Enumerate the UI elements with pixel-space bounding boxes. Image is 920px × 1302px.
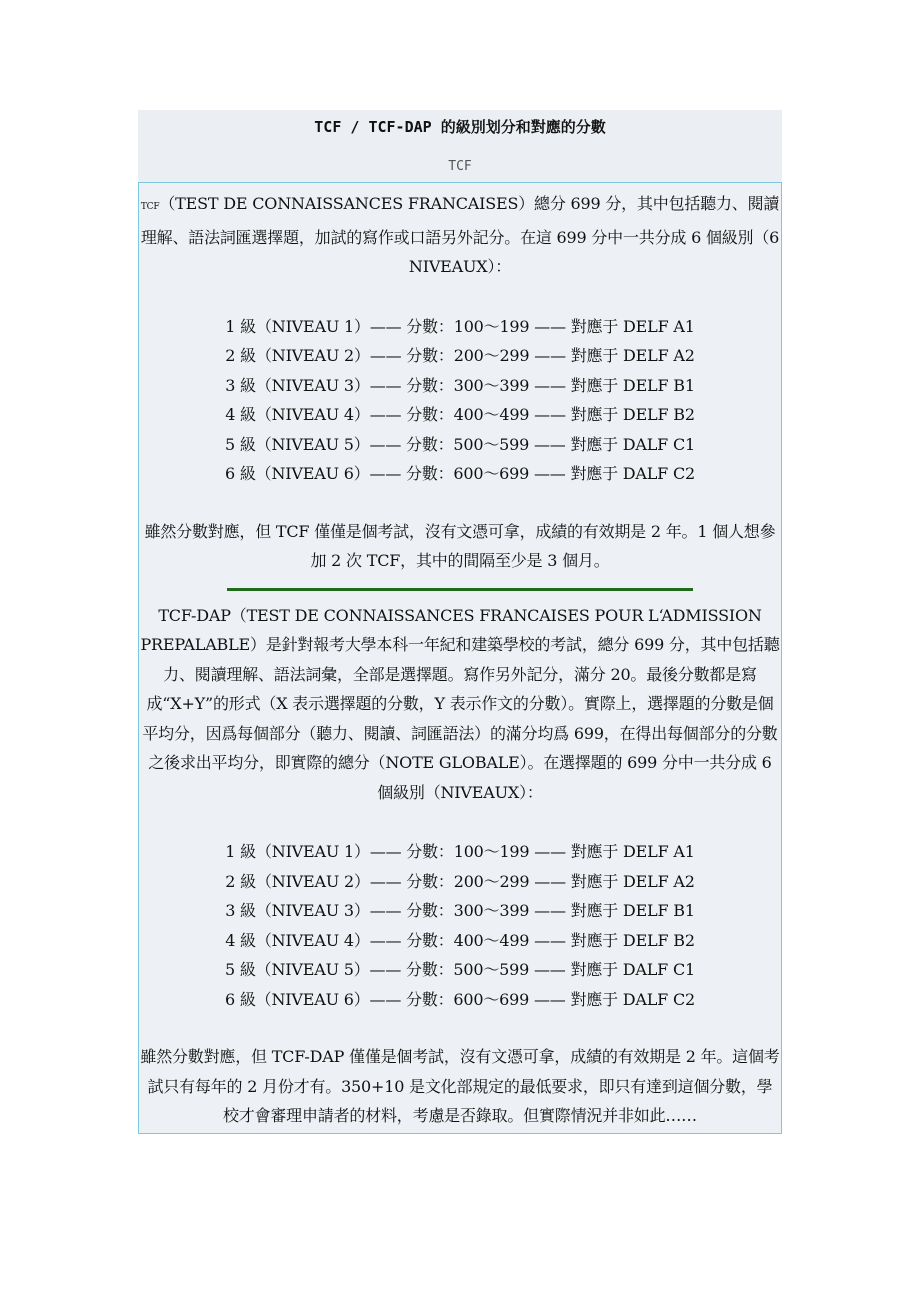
dap-intro: TCF-DAP（TEST DE CONNAISSANCES FRANCAISES POUR L‘ADMISSION PREPALABLE）是針對報考大學本科一年紀和建築學校的考試，總分 699 分，其中包括聽力、閱讀理解、語法詞彙，全部是選擇題。寫作另外記分，滿分 20。最後分數都是寫成“X+Y”的形式（X 表示選擇題的分數，Y 表示作文的分數）。實際上，選擇題的分數是個平均分，因爲每個部分（聽力、閱讀、詞匯語法）的滿分均爲 699，在得出每個部分的分數之後求出平均分，即實際的總分（NOTE GLOBALE）。在選擇題的 699 分中一共分成 6 個級別（NIVEAUX）： [140,605,780,802]
section-divider [227,588,693,591]
tcf-level-6: 6 級（NIVEAU 6）—— 分數：600～699 —— 對應于 DALF C2 [225,464,695,483]
spacer [139,1014,781,1042]
dap-level-2: 2 級（NIVEAU 2）—— 分數：200～299 —— 對應于 DELF A2 [225,871,695,891]
dap-level-4: 4 級（NIVEAU 4）—— 分數：400～499 —— 對應于 DELF B2 [225,930,695,950]
dap-level-3: 3 級（NIVEAU 3）—— 分數：300～399 —— 對應于 DELF B1 [225,901,695,920]
tcf-level-1: 1 級（NIVEAU 1）—— 分數：100～199 —— 對應于 DELF A1 [225,316,695,336]
page-title: TCF / TCF-DAP 的級別划分和對應的分數 [314,118,606,136]
dap-level-list [139,837,781,1014]
spacer [139,489,781,517]
tcf-level-4: 4 級（NIVEAU 4）—— 分數：400～499 —— 對應于 DELF B2 [225,405,695,424]
section-subtitle: TCF [448,159,472,174]
tcf-intro [139,189,781,282]
tcf-note: 雖然分數對應，但 TCF 僅僅是個考試，沒有文憑可拿，成績的有效期是 2 年。1 個人想參加 2 次 TCF，其中的間隔至少是 3 個月。 [144,521,776,570]
tcf-level-3: 3 級（NIVEAU 3）—— 分數：300～399 —— 對應于 DELF B1 [225,375,695,395]
header-block [138,110,782,182]
spacer [139,807,781,837]
tcf-intro-text: （TEST DE CONNAISSANCES FRANCAISES）總分 699 分，其中包括聽力、閱讀理解、語法詞匯選擇題，加試的寫作或口語另外記分。在這 699 分中一共分成 6 個級別（6 NIVEAUX）： [140,194,780,276]
tcf-level-list [139,312,781,489]
dap-note: 雖然分數對應，但 TCF-DAP 僅僅是個考試，沒有文憑可拿，成績的有效期是 2 年。這個考試只有每年的 2 月份才有。350+10 是文化部規定的最低要求，即只有達到這個分數，學校才會審理申請者的材料，考慮是否錄取。但實際情況并非如此…… [140,1047,780,1125]
spacer [139,282,781,312]
tcf-intro-prefix: TCF [140,202,160,212]
tcf-level-2: 2 級（NIVEAU 2）—— 分數：200～299 —— 對應于 DELF A2 [225,346,695,365]
tcf-level-5: 5 級（NIVEAU 5）—— 分數：500～599 —— 對應于 DALF C1 [225,434,695,454]
dap-level-6: 6 級（NIVEAU 6）—— 分數：600～699 —— 對應于 DALF C2 [225,989,695,1009]
dap-level-1: 1 級（NIVEAU 1）—— 分數：100～199 —— 對應于 DELF A1 [225,842,695,861]
document-page [138,110,782,1134]
content-box [138,182,782,1134]
dap-level-5: 5 級（NIVEAU 5）—— 分數：500～599 —— 對應于 DALF C1 [225,960,695,979]
